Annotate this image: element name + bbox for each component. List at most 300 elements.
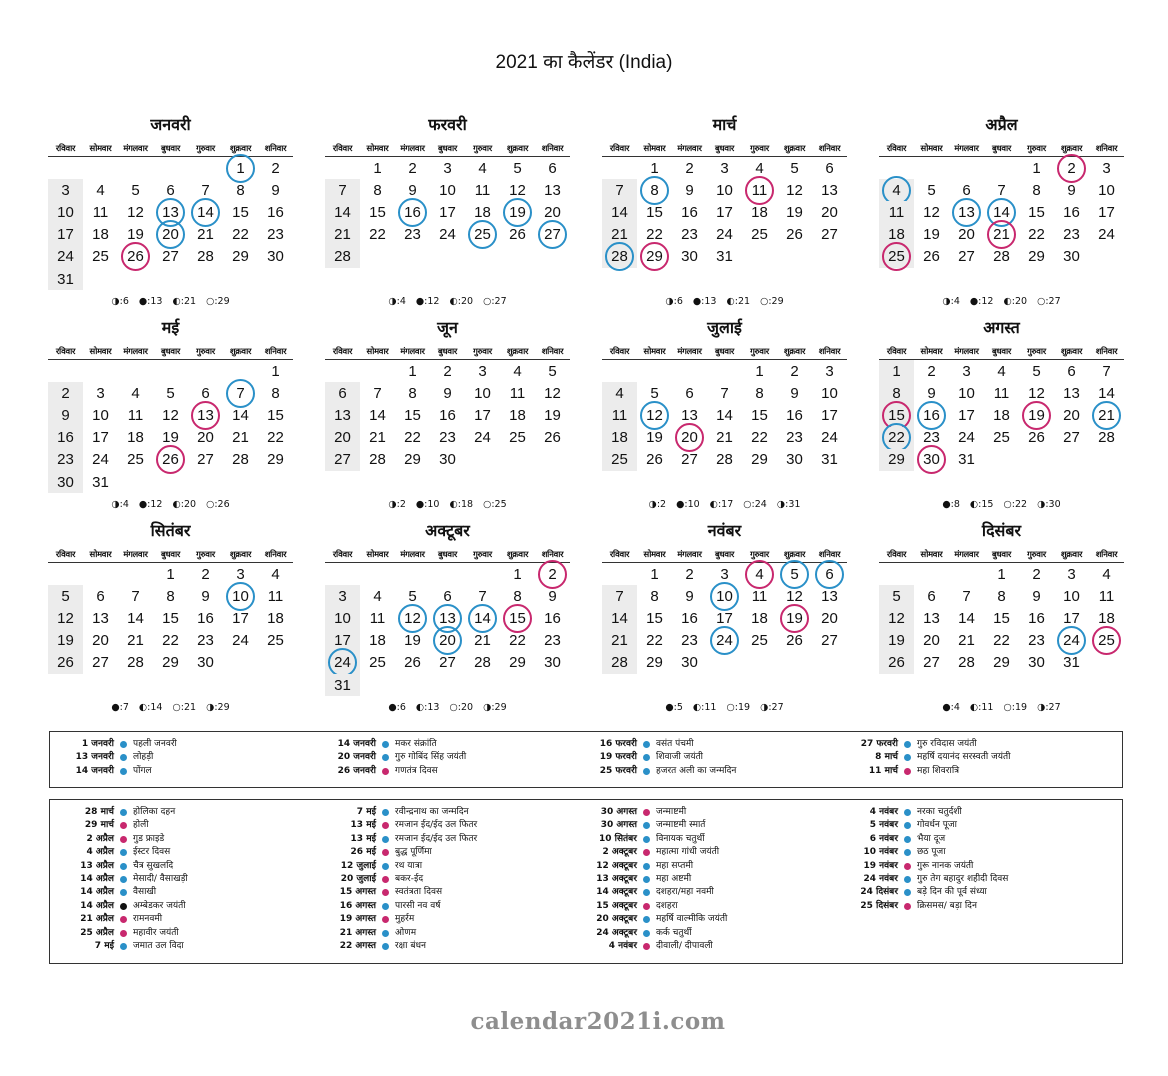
day-cell[interactable]: 19 xyxy=(127,226,144,244)
day-cell[interactable]: 22 xyxy=(404,429,421,447)
day-cell[interactable]: 6 xyxy=(166,181,175,199)
day-cell[interactable]: 18 xyxy=(602,427,637,449)
day-cell[interactable]: 26 xyxy=(786,632,803,650)
day-cell[interactable]: 9 xyxy=(48,404,83,426)
day-cell[interactable]: 7 xyxy=(131,587,140,605)
day-cell[interactable]: 13 xyxy=(821,181,838,199)
day-cell[interactable]: 4 xyxy=(997,362,1006,380)
day-cell[interactable]: 11 xyxy=(127,406,144,424)
day-cell[interactable]: 23 xyxy=(544,632,561,650)
day-cell[interactable]: 5 xyxy=(131,181,140,199)
day-cell[interactable]: 19 xyxy=(162,429,179,447)
day-cell[interactable]: 29 xyxy=(509,654,526,672)
day-cell[interactable]: 12 xyxy=(127,203,144,221)
day-cell[interactable]: 24 xyxy=(821,429,838,447)
day-cell[interactable]: 27 xyxy=(92,654,109,672)
site-footer[interactable]: calendar2021i.com xyxy=(470,1008,726,1035)
day-cell[interactable]: 21 xyxy=(197,226,214,244)
day-cell[interactable]: 14 xyxy=(188,201,223,223)
day-cell[interactable]: 3 xyxy=(96,384,105,402)
day-cell[interactable]: 15 xyxy=(500,607,535,629)
day-cell[interactable]: 13 xyxy=(544,181,561,199)
day-cell[interactable]: 8 xyxy=(879,382,914,404)
day-cell[interactable]: 20 xyxy=(672,427,707,449)
day-cell[interactable]: 29 xyxy=(751,451,768,469)
day-cell[interactable]: 15 xyxy=(162,609,179,627)
day-cell[interactable]: 3 xyxy=(1102,159,1111,177)
day-cell[interactable]: 31 xyxy=(48,268,83,290)
day-cell[interactable]: 21 xyxy=(232,429,249,447)
day-cell[interactable]: 1 xyxy=(879,360,914,382)
day-cell[interactable]: 20 xyxy=(197,429,214,447)
day-cell[interactable]: 25 xyxy=(465,224,500,246)
day-cell[interactable]: 9 xyxy=(1067,181,1076,199)
day-cell[interactable]: 3 xyxy=(1067,565,1076,583)
day-cell[interactable]: 15 xyxy=(232,203,249,221)
day-cell[interactable]: 7 xyxy=(997,181,1006,199)
day-cell[interactable]: 18 xyxy=(751,203,768,221)
day-cell[interactable]: 12 xyxy=(923,203,940,221)
day-cell[interactable]: 19 xyxy=(646,429,663,447)
day-cell[interactable]: 19 xyxy=(500,201,535,223)
day-cell[interactable]: 2 xyxy=(1054,157,1089,179)
day-cell[interactable]: 18 xyxy=(879,224,914,246)
day-cell[interactable]: 22 xyxy=(993,632,1010,650)
day-cell[interactable]: 23 xyxy=(786,429,803,447)
day-cell[interactable]: 6 xyxy=(927,587,936,605)
day-cell[interactable]: 4 xyxy=(742,563,777,585)
day-cell[interactable]: 30 xyxy=(681,248,698,266)
day-cell[interactable]: 21 xyxy=(474,632,491,650)
day-cell[interactable]: 30 xyxy=(197,654,214,672)
day-cell[interactable]: 2 xyxy=(1032,565,1041,583)
day-cell[interactable]: 25 xyxy=(751,226,768,244)
day-cell[interactable]: 7 xyxy=(720,384,729,402)
day-cell[interactable]: 25 xyxy=(92,248,109,266)
day-cell[interactable]: 4 xyxy=(513,362,522,380)
day-cell[interactable]: 20 xyxy=(153,224,188,246)
day-cell[interactable]: 21 xyxy=(716,429,733,447)
day-cell[interactable]: 20 xyxy=(923,632,940,650)
day-cell[interactable]: 11 xyxy=(267,587,284,605)
day-cell[interactable]: 14 xyxy=(1098,384,1115,402)
day-cell[interactable]: 31 xyxy=(821,451,838,469)
day-cell[interactable]: 31 xyxy=(92,473,109,491)
day-cell[interactable]: 29 xyxy=(232,248,249,266)
day-cell[interactable]: 30 xyxy=(267,248,284,266)
day-cell[interactable]: 25 xyxy=(1089,630,1124,652)
day-cell[interactable]: 5 xyxy=(777,563,812,585)
day-cell[interactable]: 22 xyxy=(1028,226,1045,244)
day-cell[interactable]: 27 xyxy=(197,451,214,469)
day-cell[interactable]: 14 xyxy=(127,609,144,627)
day-cell[interactable]: 3 xyxy=(825,362,834,380)
day-cell[interactable]: 26 xyxy=(118,246,153,268)
day-cell[interactable]: 22 xyxy=(162,632,179,650)
day-cell[interactable]: 6 xyxy=(825,159,834,177)
day-cell[interactable]: 8 xyxy=(408,384,417,402)
day-cell[interactable]: 13 xyxy=(92,609,109,627)
day-cell[interactable]: 23 xyxy=(439,429,456,447)
day-cell[interactable]: 16 xyxy=(1063,203,1080,221)
day-cell[interactable]: 13 xyxy=(1063,384,1080,402)
day-cell[interactable]: 22 xyxy=(646,632,663,650)
day-cell[interactable]: 30 xyxy=(1028,654,1045,672)
day-cell[interactable]: 23 xyxy=(1063,226,1080,244)
day-cell[interactable]: 3 xyxy=(720,565,729,583)
day-cell[interactable]: 1 xyxy=(513,565,522,583)
day-cell[interactable]: 21 xyxy=(1089,404,1124,426)
day-cell[interactable]: 8 xyxy=(236,181,245,199)
day-cell[interactable]: 4 xyxy=(1102,565,1111,583)
day-cell[interactable]: 11 xyxy=(879,201,914,223)
day-cell[interactable]: 17 xyxy=(92,429,109,447)
day-cell[interactable]: 29 xyxy=(162,654,179,672)
day-cell[interactable]: 5 xyxy=(548,362,557,380)
day-cell[interactable]: 26 xyxy=(786,226,803,244)
day-cell[interactable]: 19 xyxy=(923,226,940,244)
day-cell[interactable]: 27 xyxy=(325,449,360,471)
day-cell[interactable]: 29 xyxy=(993,654,1010,672)
day-cell[interactable]: 10 xyxy=(474,384,491,402)
day-cell[interactable]: 17 xyxy=(439,203,456,221)
day-cell[interactable]: 11 xyxy=(1098,587,1115,605)
day-cell[interactable]: 6 xyxy=(962,181,971,199)
day-cell[interactable]: 17 xyxy=(325,630,360,652)
day-cell[interactable]: 3 xyxy=(325,585,360,607)
day-cell[interactable]: 24 xyxy=(232,632,249,650)
day-cell[interactable]: 12 xyxy=(544,384,561,402)
day-cell[interactable]: 26 xyxy=(879,652,914,674)
day-cell[interactable]: 28 xyxy=(127,654,144,672)
day-cell[interactable]: 10 xyxy=(1098,181,1115,199)
day-cell[interactable]: 25 xyxy=(127,451,144,469)
day-cell[interactable]: 15 xyxy=(646,203,663,221)
day-cell[interactable]: 16 xyxy=(681,203,698,221)
day-cell[interactable]: 2 xyxy=(927,362,936,380)
day-cell[interactable]: 22 xyxy=(751,429,768,447)
day-cell[interactable]: 11 xyxy=(993,384,1010,402)
day-cell[interactable]: 19 xyxy=(48,630,83,652)
day-cell[interactable]: 11 xyxy=(602,404,637,426)
day-cell[interactable]: 1 xyxy=(223,157,258,179)
day-cell[interactable]: 4 xyxy=(602,382,637,404)
day-cell[interactable]: 3 xyxy=(962,362,971,380)
day-cell[interactable]: 8 xyxy=(513,587,522,605)
day-cell[interactable]: 19 xyxy=(777,607,812,629)
day-cell[interactable]: 26 xyxy=(509,226,526,244)
day-cell[interactable]: 5 xyxy=(408,587,417,605)
day-cell[interactable]: 8 xyxy=(1032,181,1041,199)
day-cell[interactable]: 28 xyxy=(232,451,249,469)
day-cell[interactable]: 10 xyxy=(1063,587,1080,605)
day-cell[interactable]: 28 xyxy=(474,654,491,672)
day-cell[interactable]: 17 xyxy=(1098,203,1115,221)
day-cell[interactable]: 4 xyxy=(879,179,914,201)
day-cell[interactable]: 21 xyxy=(602,630,637,652)
day-cell[interactable]: 29 xyxy=(646,654,663,672)
day-cell[interactable]: 11 xyxy=(742,179,777,201)
day-cell[interactable]: 12 xyxy=(786,587,803,605)
day-cell[interactable]: 9 xyxy=(1032,587,1041,605)
day-cell[interactable]: 29 xyxy=(637,246,672,268)
day-cell[interactable]: 23 xyxy=(681,226,698,244)
day-cell[interactable]: 2 xyxy=(535,563,570,585)
day-cell[interactable]: 15 xyxy=(404,406,421,424)
day-cell[interactable]: 18 xyxy=(474,203,491,221)
day-cell[interactable]: 7 xyxy=(325,179,360,201)
day-cell[interactable]: 24 xyxy=(325,652,360,674)
day-cell[interactable]: 6 xyxy=(812,563,847,585)
day-cell[interactable]: 5 xyxy=(48,585,83,607)
day-cell[interactable]: 17 xyxy=(232,609,249,627)
day-cell[interactable]: 16 xyxy=(681,609,698,627)
day-cell[interactable]: 15 xyxy=(879,404,914,426)
day-cell[interactable]: 2 xyxy=(271,159,280,177)
day-cell[interactable]: 21 xyxy=(984,224,1019,246)
day-cell[interactable]: 30 xyxy=(544,654,561,672)
day-cell[interactable]: 6 xyxy=(201,384,210,402)
day-cell[interactable]: 30 xyxy=(1063,248,1080,266)
day-cell[interactable]: 18 xyxy=(92,226,109,244)
day-cell[interactable]: 25 xyxy=(509,429,526,447)
day-cell[interactable]: 12 xyxy=(637,404,672,426)
day-cell[interactable]: 3 xyxy=(720,159,729,177)
day-cell[interactable]: 6 xyxy=(443,587,452,605)
day-cell[interactable]: 14 xyxy=(602,607,637,629)
day-cell[interactable]: 17 xyxy=(474,406,491,424)
day-cell[interactable]: 14 xyxy=(232,406,249,424)
day-cell[interactable]: 11 xyxy=(751,587,768,605)
day-cell[interactable]: 16 xyxy=(544,609,561,627)
day-cell[interactable]: 25 xyxy=(267,632,284,650)
day-cell[interactable]: 15 xyxy=(993,609,1010,627)
day-cell[interactable]: 27 xyxy=(1063,429,1080,447)
day-cell[interactable]: 17 xyxy=(958,406,975,424)
day-cell[interactable]: 22 xyxy=(267,429,284,447)
day-cell[interactable]: 24 xyxy=(707,630,742,652)
day-cell[interactable]: 16 xyxy=(439,406,456,424)
day-cell[interactable]: 8 xyxy=(373,181,382,199)
day-cell[interactable]: 18 xyxy=(751,609,768,627)
day-cell[interactable]: 10 xyxy=(821,384,838,402)
day-cell[interactable]: 16 xyxy=(786,406,803,424)
day-cell[interactable]: 15 xyxy=(646,609,663,627)
day-cell[interactable]: 9 xyxy=(201,587,210,605)
day-cell[interactable]: 1 xyxy=(755,362,764,380)
day-cell[interactable]: 31 xyxy=(716,248,733,266)
day-cell[interactable]: 15 xyxy=(1028,203,1045,221)
day-cell[interactable]: 28 xyxy=(993,248,1010,266)
day-cell[interactable]: 3 xyxy=(236,565,245,583)
day-cell[interactable]: 11 xyxy=(509,384,526,402)
day-cell[interactable]: 14 xyxy=(984,201,1019,223)
day-cell[interactable]: 10 xyxy=(716,181,733,199)
day-cell[interactable]: 10 xyxy=(439,181,456,199)
day-cell[interactable]: 13 xyxy=(949,201,984,223)
day-cell[interactable]: 30 xyxy=(681,654,698,672)
day-cell[interactable]: 3 xyxy=(443,159,452,177)
day-cell[interactable]: 24 xyxy=(92,451,109,469)
day-cell[interactable]: 8 xyxy=(637,179,672,201)
day-cell[interactable]: 23 xyxy=(48,449,83,471)
day-cell[interactable]: 14 xyxy=(958,609,975,627)
day-cell[interactable]: 28 xyxy=(958,654,975,672)
day-cell[interactable]: 12 xyxy=(879,607,914,629)
day-cell[interactable]: 17 xyxy=(716,609,733,627)
day-cell[interactable]: 28 xyxy=(1098,429,1115,447)
day-cell[interactable]: 16 xyxy=(48,427,83,449)
day-cell[interactable]: 1 xyxy=(650,565,659,583)
day-cell[interactable]: 22 xyxy=(232,226,249,244)
day-cell[interactable]: 2 xyxy=(790,362,799,380)
day-cell[interactable]: 31 xyxy=(1063,654,1080,672)
day-cell[interactable]: 25 xyxy=(993,429,1010,447)
day-cell[interactable]: 13 xyxy=(188,404,223,426)
day-cell[interactable]: 5 xyxy=(1032,362,1041,380)
day-cell[interactable]: 28 xyxy=(369,451,386,469)
day-cell[interactable]: 3 xyxy=(478,362,487,380)
day-cell[interactable]: 4 xyxy=(96,181,105,199)
day-cell[interactable]: 12 xyxy=(48,607,83,629)
day-cell[interactable]: 20 xyxy=(430,630,465,652)
day-cell[interactable]: 2 xyxy=(408,159,417,177)
day-cell[interactable]: 2 xyxy=(201,565,210,583)
day-cell[interactable]: 18 xyxy=(1098,609,1115,627)
day-cell[interactable]: 14 xyxy=(716,406,733,424)
day-cell[interactable]: 21 xyxy=(369,429,386,447)
day-cell[interactable]: 10 xyxy=(92,406,109,424)
day-cell[interactable]: 10 xyxy=(223,585,258,607)
day-cell[interactable]: 10 xyxy=(707,585,742,607)
day-cell[interactable]: 27 xyxy=(681,451,698,469)
day-cell[interactable]: 4 xyxy=(373,587,382,605)
day-cell[interactable]: 4 xyxy=(131,384,140,402)
day-cell[interactable]: 22 xyxy=(879,427,914,449)
day-cell[interactable]: 6 xyxy=(685,384,694,402)
day-cell[interactable]: 16 xyxy=(267,203,284,221)
day-cell[interactable]: 6 xyxy=(1067,362,1076,380)
day-cell[interactable]: 24 xyxy=(48,246,83,268)
day-cell[interactable]: 29 xyxy=(404,451,421,469)
day-cell[interactable]: 20 xyxy=(821,609,838,627)
day-cell[interactable]: 23 xyxy=(267,226,284,244)
day-cell[interactable]: 24 xyxy=(958,429,975,447)
day-cell[interactable]: 27 xyxy=(821,226,838,244)
day-cell[interactable]: 11 xyxy=(474,181,491,199)
day-cell[interactable]: 23 xyxy=(404,226,421,244)
day-cell[interactable]: 16 xyxy=(914,404,949,426)
day-cell[interactable]: 1 xyxy=(997,565,1006,583)
day-cell[interactable]: 23 xyxy=(197,632,214,650)
day-cell[interactable]: 11 xyxy=(92,203,109,221)
day-cell[interactable]: 29 xyxy=(1028,248,1045,266)
day-cell[interactable]: 18 xyxy=(993,406,1010,424)
day-cell[interactable]: 7 xyxy=(602,585,637,607)
day-cell[interactable]: 27 xyxy=(958,248,975,266)
day-cell[interactable]: 12 xyxy=(162,406,179,424)
day-cell[interactable]: 18 xyxy=(127,429,144,447)
day-cell[interactable]: 20 xyxy=(1063,406,1080,424)
day-cell[interactable]: 25 xyxy=(879,246,914,268)
day-cell[interactable]: 15 xyxy=(267,406,284,424)
day-cell[interactable]: 6 xyxy=(548,159,557,177)
day-cell[interactable]: 12 xyxy=(509,181,526,199)
day-cell[interactable]: 17 xyxy=(48,224,83,246)
day-cell[interactable]: 8 xyxy=(271,384,280,402)
day-cell[interactable]: 8 xyxy=(166,587,175,605)
day-cell[interactable]: 18 xyxy=(369,632,386,650)
day-cell[interactable]: 6 xyxy=(325,382,360,404)
day-cell[interactable]: 19 xyxy=(879,630,914,652)
day-cell[interactable]: 12 xyxy=(395,607,430,629)
day-cell[interactable]: 27 xyxy=(162,248,179,266)
day-cell[interactable]: 16 xyxy=(395,201,430,223)
day-cell[interactable]: 5 xyxy=(790,159,799,177)
day-cell[interactable]: 9 xyxy=(685,587,694,605)
day-cell[interactable]: 26 xyxy=(1028,429,1045,447)
day-cell[interactable]: 26 xyxy=(646,451,663,469)
day-cell[interactable]: 6 xyxy=(96,587,105,605)
day-cell[interactable]: 4 xyxy=(755,159,764,177)
day-cell[interactable]: 16 xyxy=(1028,609,1045,627)
day-cell[interactable]: 27 xyxy=(439,654,456,672)
day-cell[interactable]: 13 xyxy=(821,587,838,605)
day-cell[interactable]: 17 xyxy=(1063,609,1080,627)
day-cell[interactable]: 17 xyxy=(821,406,838,424)
day-cell[interactable]: 19 xyxy=(786,203,803,221)
day-cell[interactable]: 9 xyxy=(685,181,694,199)
day-cell[interactable]: 13 xyxy=(923,609,940,627)
day-cell[interactable]: 7 xyxy=(1102,362,1111,380)
day-cell[interactable]: 30 xyxy=(48,471,83,493)
day-cell[interactable]: 10 xyxy=(958,384,975,402)
day-cell[interactable]: 5 xyxy=(879,585,914,607)
day-cell[interactable]: 20 xyxy=(544,203,561,221)
day-cell[interactable]: 13 xyxy=(153,201,188,223)
day-cell[interactable]: 7 xyxy=(602,179,637,201)
day-cell[interactable]: 9 xyxy=(548,587,557,605)
day-cell[interactable]: 20 xyxy=(92,632,109,650)
day-cell[interactable]: 2 xyxy=(685,159,694,177)
day-cell[interactable]: 7 xyxy=(223,382,258,404)
day-cell[interactable]: 2 xyxy=(685,565,694,583)
day-cell[interactable]: 21 xyxy=(602,224,637,246)
day-cell[interactable]: 21 xyxy=(127,632,144,650)
day-cell[interactable]: 28 xyxy=(602,652,637,674)
day-cell[interactable]: 10 xyxy=(325,607,360,629)
day-cell[interactable]: 24 xyxy=(439,226,456,244)
day-cell[interactable]: 28 xyxy=(716,451,733,469)
day-cell[interactable]: 1 xyxy=(373,159,382,177)
day-cell[interactable]: 12 xyxy=(786,181,803,199)
day-cell[interactable]: 31 xyxy=(325,674,360,696)
day-cell[interactable]: 14 xyxy=(602,201,637,223)
day-cell[interactable]: 19 xyxy=(1019,404,1054,426)
day-cell[interactable]: 21 xyxy=(325,224,360,246)
day-cell[interactable]: 21 xyxy=(958,632,975,650)
day-cell[interactable]: 29 xyxy=(267,451,284,469)
day-cell[interactable]: 15 xyxy=(751,406,768,424)
day-cell[interactable]: 1 xyxy=(271,362,280,380)
day-cell[interactable]: 25 xyxy=(369,654,386,672)
day-cell[interactable]: 2 xyxy=(443,362,452,380)
day-cell[interactable]: 23 xyxy=(1028,632,1045,650)
day-cell[interactable]: 18 xyxy=(267,609,284,627)
day-cell[interactable]: 24 xyxy=(716,226,733,244)
day-cell[interactable]: 14 xyxy=(465,607,500,629)
day-cell[interactable]: 23 xyxy=(923,429,940,447)
